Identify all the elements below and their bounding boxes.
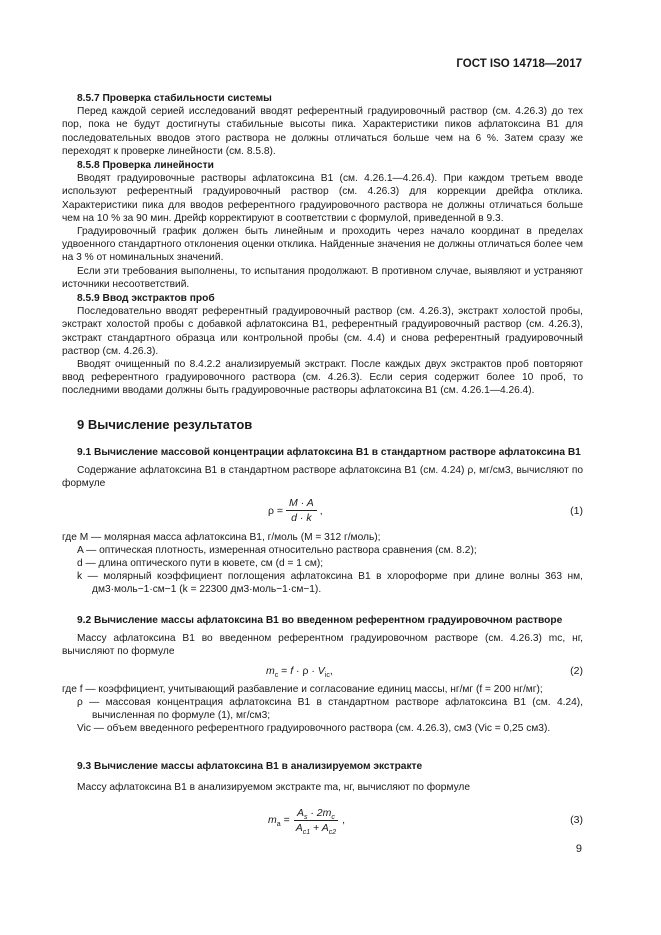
equation-1 [62, 491, 583, 531]
section-title: 9.3 Вычисление массы афлатоксина B1 в анализируемом экстракте [77, 761, 423, 772]
section-9-3 [62, 760, 583, 842]
definition: ρ — массовая концентрация афлатоксина B1 в стандартном растворе афлатоксина B1 (см. 4.24), вычисленная по формуле (1), мг/см3; [77, 696, 583, 722]
section-8-5-9 [62, 292, 583, 398]
chapter-title: 9 Вычисление результатов [77, 417, 253, 432]
paragraph: Перед каждой серией исследований вводят референтный градуировочный раствор (см. 4.26.3) до тех пор, пока не будут достигнуты стабильные высоты пика. Характеристики пиков афлатоксина B1 для последовательных вводов этого раствора не должны отличаться больше чем на 6 %. Затем сразу же переходят к проверке линейности (см. 8.5.8). [62, 106, 583, 157]
definition: A — оптическая плотность, измеренная относительно раствора сравнения (см. 8.2); [77, 544, 477, 556]
paragraph: Массу афлатоксина B1 во введенном референтном градуировочном растворе (см. 4.26.3) mc, нг, вычисляют по формуле [62, 633, 583, 658]
section-8-5-8 [62, 159, 583, 291]
variable-definitions [62, 683, 583, 736]
paragraph: Содержание афлатоксина B1 в стандартном растворе афлатоксина B1 (см. 4.24) ρ, мг/см3, вычисляют по формуле [62, 465, 583, 490]
paragraph: Градуировочный график должен быть линейным и проходить через начало координат в пределах удвоенного стандартного отклонения оценки отклика. Найденные значения не должны отличаться более чем на 3 % от номинальных значений. [62, 226, 583, 264]
paragraph: Вводят очищенный по 8.4.2.2 анализируемый экстракт. После каждых двух экстрактов проб повторяют ввод референтного градуировочного раствора (см. 4.26.3). Если серия содержит более 10 проб, то последними вводами должны быть градуировочные растворы афлатоксина B1 (см. 4.26.1—4.26.4). [62, 359, 583, 397]
section-title: 8.5.7 Проверка стабильности системы [77, 93, 272, 104]
section-title: 8.5.9 Ввод экстрактов проб [77, 293, 215, 304]
equation-number: (2) [570, 664, 583, 677]
section-9-1 [62, 446, 583, 597]
section-8-5-7 [62, 92, 583, 158]
definition: где f — коэффициент, учитывающий разбавление и согласование единиц массы, нг/мг (f = 200 нг/мг); [62, 683, 543, 695]
paragraph: Последовательно вводят референтный градуировочный раствор (см. 4.26.3), экстракт холостой пробы, экстракт холостой пробы с добавкой афлатоксина B1, референтный градуировочный раствор (см. 4.26.3), экстракт стандартного образца или контрольной пробы (см. 4.4) и снова референтный градуировочный раствор (см. 4.26.3). [62, 306, 583, 357]
page-number: 9 [575, 843, 582, 855]
equation-body: $m_a$ = $\frac{A_s \cdot 2m_c}{A_{c1} + A_{c2}}$ , [268, 806, 346, 836]
equation-number: (3) [570, 814, 583, 827]
equation-2 [62, 659, 583, 683]
equation-body: ρ = $\frac{M \cdot A}{d \cdot k}$ , [268, 497, 323, 525]
definition: k — молярный коэффициент поглощения афлатоксина B1 в хлороформе при длине волны 363 нм, дм3·моль−1·см−1 (k = 22300 дм3·моль−1·см−1). [77, 571, 583, 596]
section-title: 9.1 Вычисление массовой концентрации афлатоксина B1 в стандартном растворе афлатоксина B1 [77, 447, 581, 458]
equation-number: (1) [570, 504, 583, 517]
definition: где M — молярная масса афлатоксина B1, г/моль (M = 312 г/моль); [62, 531, 381, 543]
document-header: ГОСТ ISO 14718—2017 [456, 58, 582, 70]
paragraph: Вводят градуировочные растворы афлатоксина B1 (см. 4.26.1—4.26.4). При каждом третьем вводе используют референтный градуировочный раствор (см. 4.26.3) для коррекции дрейфа отклика. Характеристики пика для вводов референтного градуировочного раствора не должны отличаться больше чем на 10 % за 90 мин. Дрейф корректируют в соответствии с формулой, приведенной в 9.3. [62, 173, 583, 224]
equation-3 [62, 798, 583, 842]
paragraph: Массу афлатоксина B1 в анализируемом экстракте ma, нг, вычисляют по формуле [77, 782, 471, 794]
paragraph: Если эти требования выполнены, то испытания продолжают. В противном случае, выявляют и устраняют источники несоответствий. [62, 265, 583, 290]
definition: Vic — объем введенного референтного градуировочного раствора (см. 4.26.3), см3 (Vic = 0,25 см3). [77, 723, 551, 735]
definition: d — длина оптического пути в кювете, см (d = 1 см); [77, 558, 324, 570]
variable-definitions [62, 531, 583, 597]
section-9 [62, 417, 583, 432]
equation-body: $m_c = f \cdot \rho \cdot V_{ic}$, [266, 664, 333, 679]
section-9-2 [62, 614, 583, 735]
section-title: 8.5.8 Проверка линейности [77, 160, 214, 171]
section-title: 9.2 Вычисление массы афлатоксина B1 во введенном референтном градуировочном растворе [77, 615, 563, 626]
